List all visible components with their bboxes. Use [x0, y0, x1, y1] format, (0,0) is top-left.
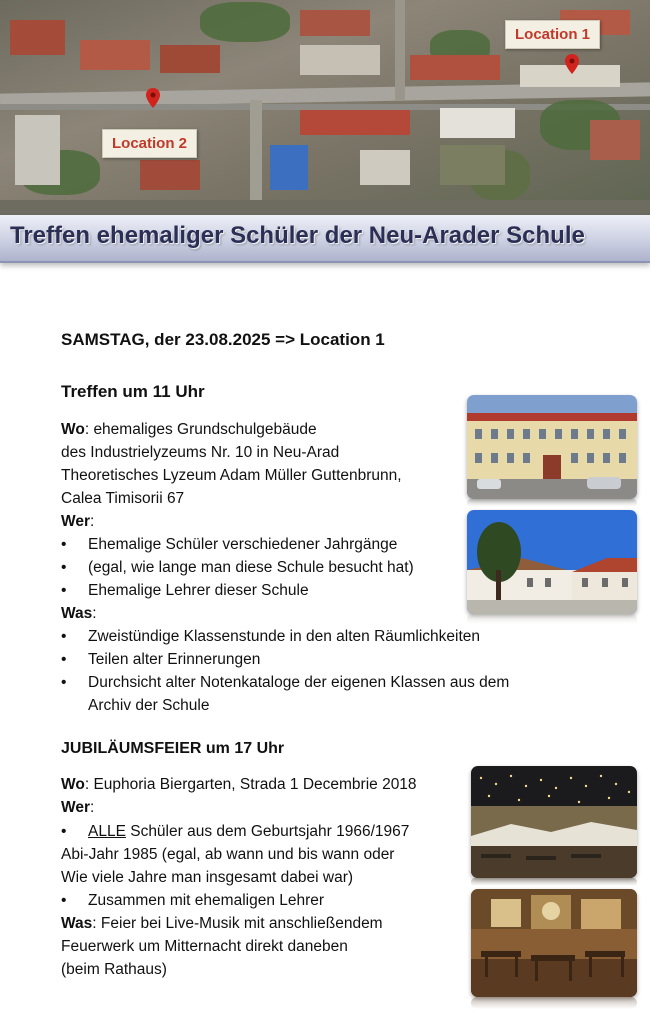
- location-1-label: Location 1: [505, 20, 600, 49]
- location-1-pin-icon: [565, 54, 579, 74]
- meeting-wer-text: Ehemalige Schüler verschiedener Jahrgänge: [88, 536, 398, 553]
- jubilee-wer-item: [61, 889, 324, 912]
- beer-garden-photo: [471, 766, 637, 878]
- bullet-icon: •: [61, 559, 67, 576]
- jubilee-wer-label: Wer: [61, 799, 91, 816]
- jubilee-wer-text: Zusammen mit ehemaligen Lehrer: [88, 892, 325, 909]
- jubilee-heading: JUBILÄUMSFEIER um 17 Uhr: [61, 740, 285, 757]
- meeting-wer-text: Ehemalige Lehrer dieser Schule: [88, 582, 309, 599]
- location-2-label: Location 2: [102, 129, 197, 158]
- jubilee-was-line: [61, 912, 383, 935]
- meeting-wo-line: [61, 418, 317, 441]
- jubilee-was-text: : Feier bei Live-Musik mit anschließendem: [92, 915, 383, 932]
- bullet-icon: •: [61, 628, 67, 645]
- old-school-house-photo: [467, 510, 637, 614]
- photo-reflection: [471, 878, 637, 886]
- jubilee-wer-line: [61, 796, 94, 819]
- jubilee-wer-emphasis: ALLE: [88, 823, 126, 840]
- bullet-icon: •: [61, 536, 67, 553]
- page-title: Treffen ehemaliger Schüler der Neu-Arader Schule: [10, 222, 585, 249]
- photo-reflection: [467, 499, 637, 507]
- photo-reflection: [471, 997, 637, 1009]
- title-banner: [0, 215, 650, 263]
- meeting-was-line: [61, 602, 97, 625]
- meeting-was-text: Zweistündige Klassenstunde in den alten Räumlichkeiten: [88, 628, 481, 645]
- school-building-photo: [467, 395, 637, 499]
- beer-hall-interior-photo: [471, 889, 637, 997]
- meeting-wer-item: [61, 556, 414, 579]
- bullet-icon: •: [61, 582, 67, 599]
- location-2-pin-icon: [146, 88, 160, 108]
- meeting-was-item: [61, 648, 260, 671]
- jubilee-was-label: Was: [61, 915, 93, 932]
- jubilee-wer-text: Schüler aus dem Geburtsjahr 1966/1967: [125, 823, 410, 840]
- colon: :: [90, 513, 95, 530]
- meeting-wo-text: : ehemaliges Grundschulgebäude: [84, 421, 317, 438]
- saturday-heading: SAMSTAG, der 23.08.2025 => Location 1: [61, 330, 385, 349]
- bullet-icon: •: [61, 892, 67, 909]
- meeting-was-item: [61, 625, 480, 648]
- bullet-icon: •: [61, 651, 67, 668]
- meeting-was-text: Durchsicht alter Notenkataloge der eigenen Klassen aus dem: [88, 674, 510, 691]
- colon: :: [90, 799, 95, 816]
- photo-reflection: [467, 614, 637, 624]
- jubilee-was-line: Feuerwerk um Mitternacht direkt daneben: [61, 938, 348, 955]
- jubilee-wo-line: [61, 773, 417, 796]
- jubilee-wo-text: : Euphoria Biergarten, Strada 1 Decembrie 2018: [84, 776, 417, 793]
- meeting-was-continuation: Archiv der Schule: [88, 697, 210, 714]
- meeting-was-label: Was: [61, 605, 93, 622]
- meeting-address-line: des Industrielyzeums Nr. 10 in Neu-Arad: [61, 444, 340, 461]
- jubilee-wer-item: [61, 820, 409, 843]
- meeting-was-item: [61, 671, 509, 694]
- meeting-address-line: Theoretisches Lyzeum Adam Müller Guttenbrunn,: [61, 467, 402, 484]
- meeting-wer-item: [61, 579, 309, 602]
- aerial-map: [0, 0, 650, 215]
- jubilee-wer-continuation: Wie viele Jahre man insgesamt dabei war): [61, 869, 354, 886]
- meeting-wer-text: (egal, wie lange man diese Schule besucht hat): [88, 559, 414, 576]
- bullet-icon: •: [61, 674, 67, 691]
- bullet-icon: •: [61, 823, 67, 840]
- jubilee-wer-continuation: Abi-Jahr 1985 (egal, ab wann und bis wann oder: [61, 846, 395, 863]
- meeting-wer-line: [61, 510, 94, 533]
- meeting-wer-label: Wer: [61, 513, 91, 530]
- colon: :: [92, 605, 97, 622]
- meeting-wer-item: [61, 533, 397, 556]
- meeting-was-text: Teilen alter Erinnerungen: [88, 651, 261, 668]
- meeting-address-line: Calea Timisorii 67: [61, 490, 185, 507]
- jubilee-wo-label: Wo: [61, 776, 85, 793]
- meeting-wo-label: Wo: [61, 421, 85, 438]
- meeting-heading: Treffen um 11 Uhr: [61, 382, 205, 401]
- jubilee-was-line: (beim Rathaus): [61, 961, 167, 978]
